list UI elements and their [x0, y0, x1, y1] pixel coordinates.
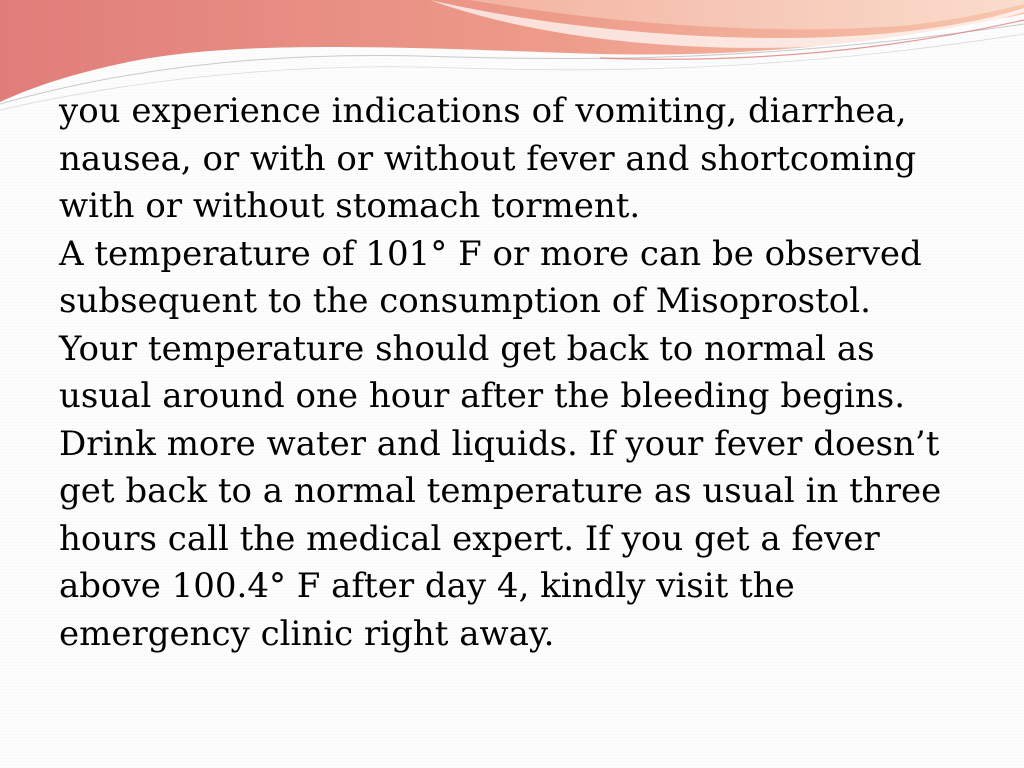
body-line: A temperature of 101° F or more can be observed: [59, 233, 922, 274]
slide-body-text: [59, 88, 959, 658]
body-line: usual around one hour after the bleeding begins.: [59, 376, 906, 416]
body-line: emergency clinic right away.: [59, 613, 555, 654]
body-line: nausea, or with or without fever and shortcoming: [59, 138, 917, 179]
body-line: above 100.4° F after day 4, kindly visit the: [59, 566, 795, 606]
body-line: subsequent to the consumption of Misoprostol.: [59, 281, 871, 321]
body-line: with or without stomach torment.: [59, 186, 641, 226]
body-line: get back to a normal temperature as usual in three: [59, 471, 942, 511]
body-line: you experience indications of vomiting, diarrhea,: [59, 91, 907, 131]
body-line: Drink more water and liquids. If your fever doesn’t: [59, 423, 940, 464]
body-line: hours call the medical expert. If you get a fever: [59, 518, 880, 559]
body-line: Your temperature should get back to normal as: [59, 328, 875, 369]
